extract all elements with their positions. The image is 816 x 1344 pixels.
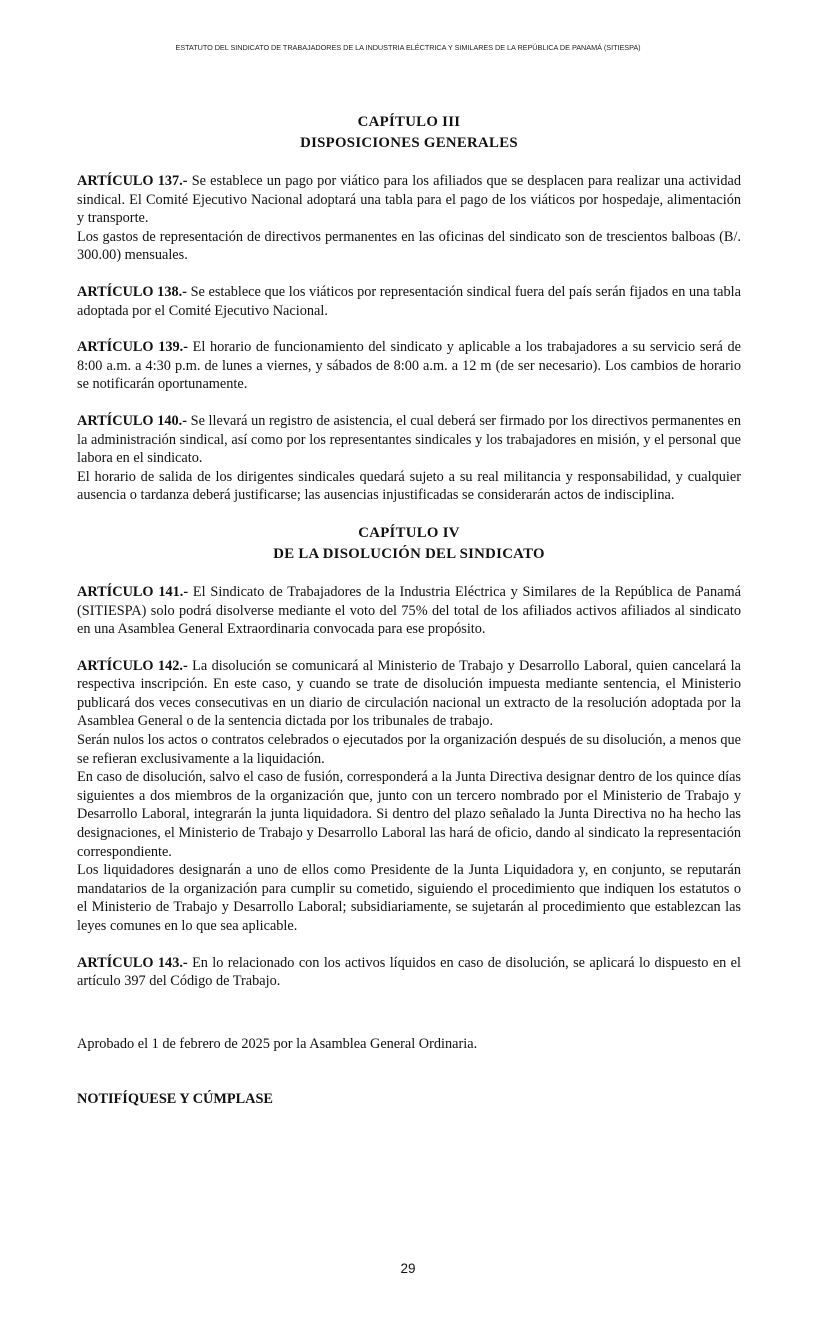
article-text: El Sindicato de Trabajadores de la Industria Eléctrica y Similares de la República de Panamá (SITIESPA) solo podrá disolverse mediante el voto del 75% del total de los afiliados activos afiliados al sindicato en una Asamblea General Extraordinaria convocada para ese propósito. — [77, 583, 741, 638]
article-label: ARTÍCULO 137.- — [77, 173, 188, 189]
chapter-3-title: CAPÍTULO III — [357, 114, 461, 130]
article-text: En lo relacionado con los activos líquidos en caso de disolución, se aplicará lo dispuesto en el artículo 397 del Código de Trabajo. — [77, 954, 741, 990]
article-paragraph — [77, 954, 741, 991]
chapter-4-title: CAPÍTULO IV — [358, 524, 460, 541]
article-paragraph: En caso de disolución, salvo el caso de fusión, corresponderá a la Junta Directiva designar dentro de los quince días siguientes a dos miembros de la organización que, junto con un tercero nombrado por el Ministerio de Trabajo y Desarrollo Laboral, integrarán la junta liquidadora. Si dentro del plazo señalado la Junta Directiva no ha hecho las designaciones, el Ministerio de Trabajo y Desarrollo Laboral las hará de oficio, dando al sindicato la representación correspondiente. — [77, 769, 741, 860]
article-paragraph: El horario de salida de los dirigentes sindicales quedará sujeto a su real militancia y responsabilidad, y cualquier ausencia o tardanza deberá justificarse; las ausencias injustificadas se considerarán actos de indisciplina. — [77, 468, 741, 504]
article-label: ARTÍCULO 142.- — [77, 657, 188, 674]
article-text: Se establece un pago por viático para los afiliados que se desplacen para realizar una actividad sindical. El Comité Ejecutivo Nacional adoptará una tabla para el pago de los viáticos por hospedaje, alimentación y transporte. — [77, 173, 741, 227]
article-paragraph: Los liquidadores designarán a uno de ellos como Presidente de la Junta Liquidadora y, en conjunto, se reputarán mandatarios de la organización para cumplir su cometido, siguiendo el procedimiento que indiquen los estatutos o el Ministerio de Trabajo y Desarrollo Laboral; subsidiariamente, se sujetarán al procedimiento que establezcan las leyes comunes en lo que sea aplicable. — [77, 862, 741, 934]
article-138 — [77, 283, 741, 320]
article-141 — [77, 583, 741, 639]
chapter-3-heading — [77, 112, 741, 154]
chapter-4-subtitle: DE LA DISOLUCIÓN DEL SINDICATO — [273, 545, 545, 562]
article-text: Se llevará un registro de asistencia, el cual deberá ser firmado por los directivos permanentes en la administración sindical, así como por los representantes sindicales y los trabajadores en misión, y el personal que labora en el sindicato. — [77, 412, 741, 467]
chapter-4-heading — [77, 523, 741, 565]
article-143 — [77, 954, 741, 991]
article-label: ARTÍCULO 141.- — [77, 583, 189, 600]
approval-note: Aprobado el 1 de febrero de 2025 por la Asamblea General Ordinaria. — [77, 1035, 478, 1052]
article-140 — [77, 412, 741, 505]
article-label: ARTÍCULO 138.- — [77, 283, 187, 300]
article-paragraph — [77, 412, 741, 468]
article-paragraph: Los gastos de representación de directivos permanentes en las oficinas del sindicato son de trescientos balboas (B/. 300.00) mensuales. — [77, 228, 741, 264]
article-139 — [77, 338, 741, 394]
article-text: La disolución se comunicará al Ministerio de Trabajo y Desarrollo Laboral, quien cancelará la respectiva inscripción. En este caso, y cuando se trate de disolución impuesta mediante sentencia, el Ministerio publicará dos veces consecutivas en un diario de circulación nacional un extracto de la resolución adoptada por la Asamblea General o de la sentencia dictada por los tribunales de trabajo. — [77, 657, 741, 730]
article-paragraph — [77, 338, 741, 394]
closing-statement: NOTIFÍQUESE Y CÚMPLASE — [77, 1091, 273, 1108]
chapter-3-subtitle: DISPOSICIONES GENERALES — [300, 135, 518, 151]
article-label: ARTÍCULO 143.- — [77, 954, 188, 971]
article-paragraph: Serán nulos los actos o contratos celebrados o ejecutados por la organización después de su disolución, a menos que se refieran exclusivamente a la liquidación. — [77, 732, 741, 767]
document-body — [77, 112, 741, 1109]
article-142 — [77, 657, 741, 936]
article-paragraph — [77, 657, 741, 731]
article-label: ARTÍCULO 139.- — [77, 339, 188, 356]
article-paragraph — [77, 172, 741, 228]
article-label: ARTÍCULO 140.- — [77, 412, 187, 429]
running-header: ESTATUTO DEL SINDICATO DE TRABAJADORES DE LA INDUSTRIA ELÉCTRICA Y SIMILARES DE LA REPÚBLICA DE PANAMÁ (SITIESPA) — [175, 43, 641, 52]
article-text: Se establece que los viáticos por representación sindical fuera del país serán fijados en una tabla adoptada por el Comité Ejecutivo Nacional. — [77, 283, 741, 319]
page-number: 29 — [400, 1261, 416, 1276]
article-137 — [77, 172, 741, 265]
article-paragraph — [77, 583, 741, 639]
article-text: El horario de funcionamiento del sindicato y aplicable a los trabajadores a su servicio será de 8:00 a.m. a 4:30 p.m. de lunes a viernes, y sábados de 8:00 a.m. a 12 m (de ser necesario). Los cambios de horario se notificarán oportunamente. — [77, 339, 741, 393]
article-paragraph — [77, 283, 741, 320]
